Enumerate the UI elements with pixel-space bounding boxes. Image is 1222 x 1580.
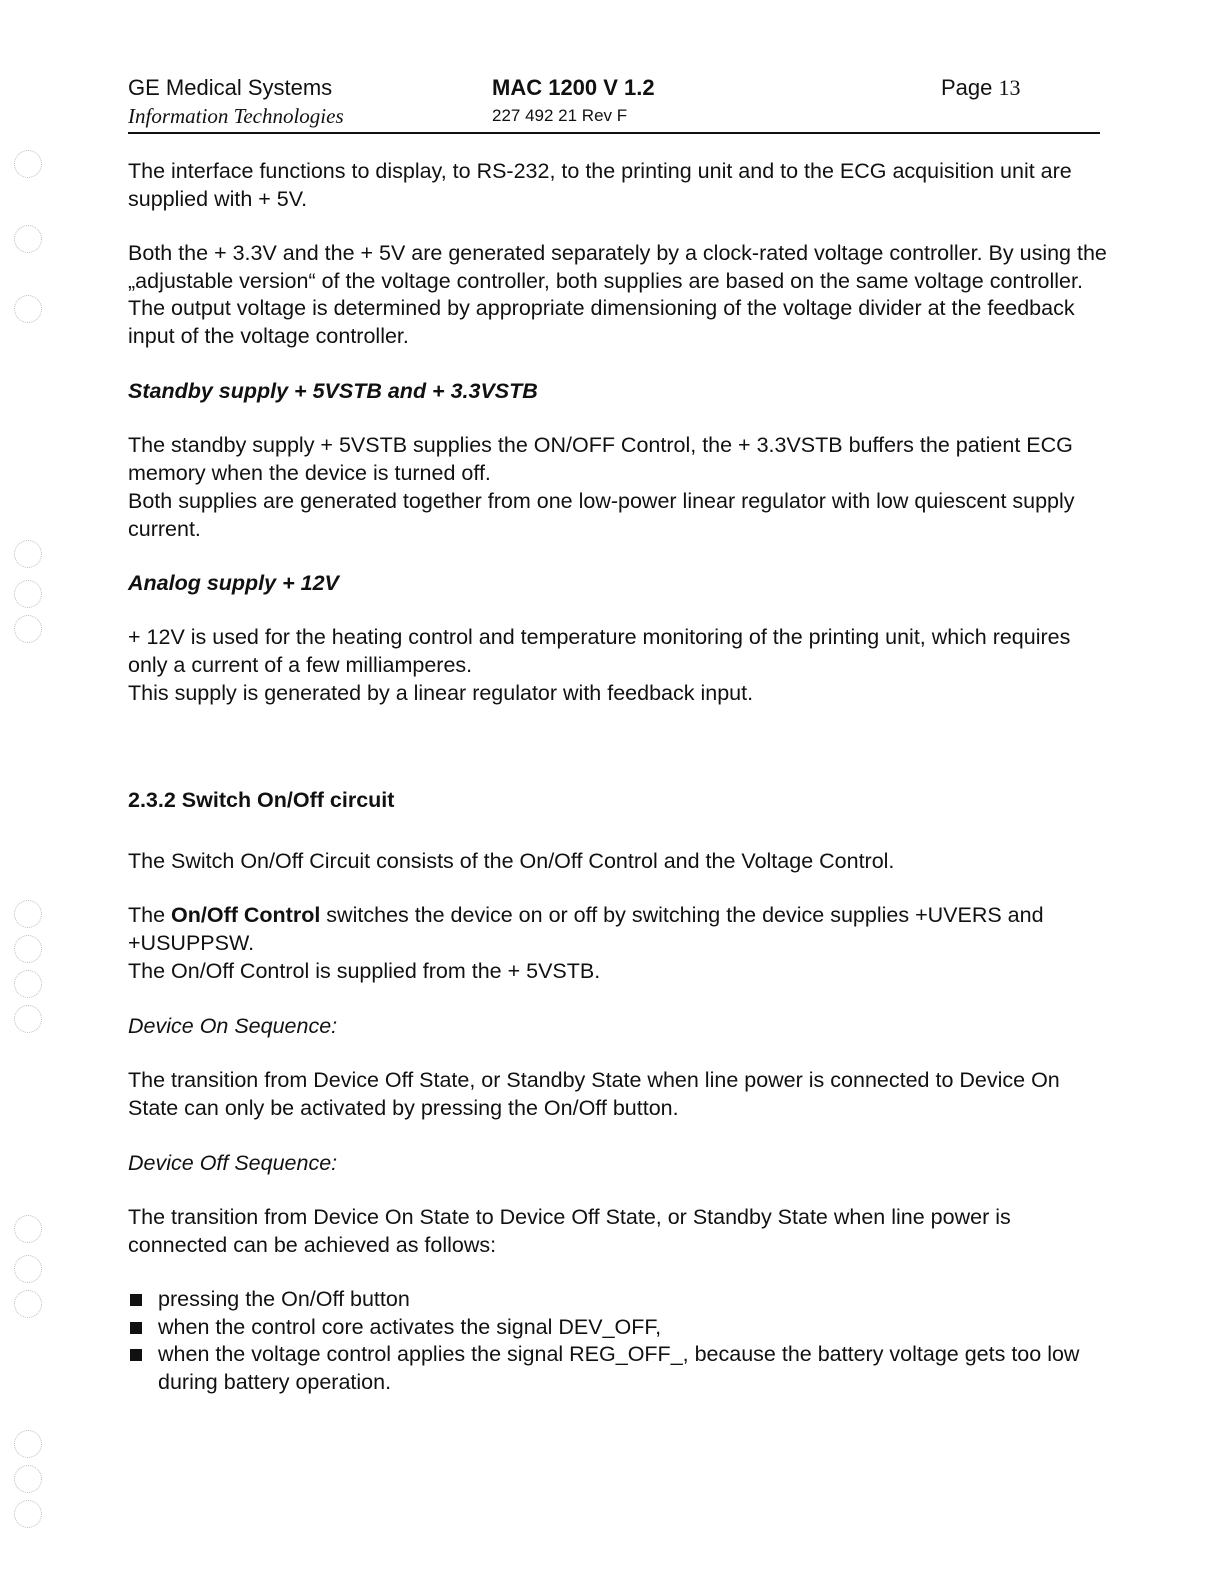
- text-run: The: [128, 903, 172, 927]
- document-number: 227 492 21 Rev F: [492, 106, 628, 125]
- bullet-square-icon: [130, 1294, 142, 1306]
- list-item-text: when the voltage control applies the signal REG_OFF_, because the battery voltage gets too low during battery operation.: [158, 1342, 1080, 1394]
- header-left: [128, 74, 344, 130]
- paragraph: + 12V is used for the heating control and temperature monitoring of the printing unit, which requires only a current of a few milliamperes.: [128, 625, 1071, 677]
- punch-hole: [14, 615, 42, 643]
- paragraph: The standby supply + 5VSTB supplies the ON/OFF Control, the + 3.3VSTB buffers the patient ECG memory when the device is turned off.: [128, 433, 1073, 485]
- punch-hole: [14, 1215, 42, 1243]
- paragraph: The Switch On/Off Circuit consists of the On/Off Control and the Voltage Control.: [128, 849, 895, 873]
- punch-hole: [14, 900, 42, 928]
- list-item: [128, 1314, 1108, 1342]
- bullet-square-icon: [130, 1349, 142, 1361]
- punch-hole: [14, 1290, 42, 1318]
- punch-hole: [14, 1430, 42, 1458]
- subsection-heading: Standby supply + 5VSTB and + 3.3VSTB: [128, 379, 538, 403]
- document-title: MAC 1200 V 1.2: [492, 75, 655, 100]
- page-header: [128, 74, 1100, 134]
- punch-hole: [14, 1005, 42, 1033]
- page-number: 13: [998, 75, 1021, 100]
- bullet-list: [128, 1286, 1108, 1396]
- section-heading: 2.3.2 Switch On/Off circuit: [128, 788, 395, 812]
- company-name: GE Medical Systems: [128, 75, 333, 100]
- page-label: Page: [941, 75, 993, 100]
- punch-hole: [14, 295, 42, 323]
- punch-hole: [14, 225, 42, 253]
- paragraph: The transition from Device Off State, or Standby State when line power is connected to Device On State can only be activated by pressing the On/Off button.: [128, 1068, 1060, 1120]
- punch-hole: [14, 1465, 42, 1493]
- sequence-heading: Device Off Sequence:: [128, 1151, 338, 1175]
- list-item-text: when the control core activates the signal DEV_OFF,: [158, 1314, 662, 1339]
- paragraph: [128, 902, 1108, 957]
- text-run: switches the device on or off by switching the device supplies +UVERS and +USUPPSW.: [128, 903, 1044, 955]
- punch-hole: [14, 580, 42, 608]
- punch-hole: [14, 935, 42, 963]
- sequence-heading: Device On Sequence:: [128, 1014, 338, 1038]
- punch-hole: [14, 970, 42, 998]
- paragraph: Both the + 3.3V and the + 5V are generated separately by a clock-rated voltage controller. By using the „adjustable version“ of the voltage controller, both supplies are based on the same voltage controller. The output voltage is determined by appropriate dimensioning of the voltage divider at the feedback input of the voltage controller.: [128, 241, 1107, 348]
- paragraph: The interface functions to display, to RS-232, to the printing unit and to the ECG acquisition unit are supplied with + 5V.: [128, 159, 1072, 211]
- department-name: Information Technologies: [128, 104, 344, 128]
- paragraph: This supply is generated by a linear regulator with feedback input.: [128, 681, 754, 705]
- punch-hole: [14, 150, 42, 178]
- list-item: [128, 1286, 1108, 1314]
- header-center: [492, 74, 655, 130]
- punch-hole: [14, 1255, 42, 1283]
- list-item: [128, 1341, 1108, 1396]
- punch-hole: [14, 540, 42, 568]
- bold-term: On/Off Control: [171, 903, 321, 927]
- list-item-text: pressing the On/Off button: [158, 1287, 410, 1311]
- subsection-heading: Analog supply + 12V: [128, 571, 339, 595]
- paragraph: The transition from Device On State to Device Off State, or Standby State when line power is connected can be achieved as follows:: [128, 1205, 1011, 1257]
- paragraph: The On/Off Control is supplied from the + 5VSTB.: [128, 959, 601, 983]
- punch-hole: [14, 1500, 42, 1528]
- page-indicator: [941, 74, 1021, 102]
- bullet-square-icon: [130, 1322, 142, 1334]
- paragraph: Both supplies are generated together from one low-power linear regulator with low quiescent supply current.: [128, 489, 1075, 541]
